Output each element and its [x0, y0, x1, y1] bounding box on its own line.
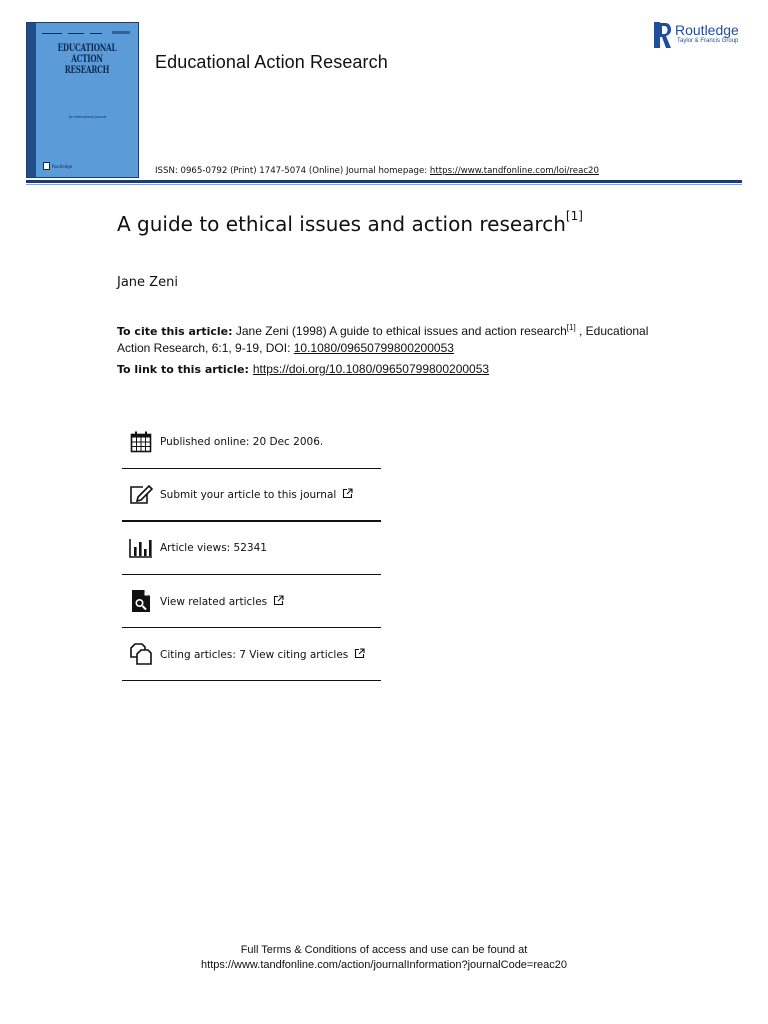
cover-r-logo-icon — [43, 162, 50, 170]
related-articles-link[interactable]: View related articles — [160, 595, 284, 608]
published-online-row — [122, 416, 381, 469]
article-doi-url[interactable]: https://doi.org/10.1080/09650799800200053 — [252, 362, 490, 376]
cover-subtitle: An International Journal — [68, 115, 107, 119]
external-link-icon — [354, 648, 365, 659]
edit-icon — [126, 483, 156, 507]
article-views-text: Article views: 52341 — [160, 542, 267, 554]
bar-chart-icon — [126, 536, 156, 560]
footer-terms-url[interactable]: https://www.tandfonline.com/action/journalInformation?journalCode=reac20 — [201, 959, 567, 971]
external-link-icon — [273, 595, 284, 606]
header-rule — [26, 180, 742, 183]
link-lead: To link to this article: — [117, 363, 249, 376]
citation-doi-link[interactable]: 10.1080/09650799800200053 — [293, 341, 454, 355]
citation-lead: To cite this article: — [117, 325, 233, 338]
cover-side-band — [27, 23, 36, 177]
submit-article-link[interactable]: Submit your article to this journal — [160, 488, 353, 501]
routledge-logo[interactable] — [654, 22, 739, 50]
routledge-r-icon — [654, 22, 672, 50]
calendar-icon — [126, 430, 156, 454]
submit-article-row[interactable] — [122, 469, 381, 522]
author-name: Jane Zeni — [117, 275, 178, 290]
article-info-list — [122, 416, 381, 681]
external-link-icon — [342, 488, 353, 499]
cover-title: EDUCATIONAL ACTION RESEARCH — [57, 43, 117, 76]
citing-articles-row[interactable] — [122, 628, 381, 681]
title-footnote-marker: [1] — [565, 209, 583, 224]
cover-volume-line — [42, 31, 132, 37]
article-views-row — [122, 522, 381, 575]
journal-cover-image — [26, 22, 139, 178]
journal-homepage-link[interactable]: https://www.tandfonline.com/loi/reac20 — [429, 166, 599, 176]
related-articles-row[interactable] — [122, 575, 381, 628]
issn-line — [155, 166, 599, 176]
article-link-line — [117, 362, 489, 376]
cover-publisher-logo: Routledge — [43, 162, 72, 170]
citing-articles-link[interactable]: Citing articles: 7 View citing articles — [160, 648, 365, 661]
published-online-text: Published online: 20 Dec 2006. — [160, 436, 324, 448]
citation-block: To cite this article: Jane Zeni (1998) A guide to ethical issues and action research[1] , Educational Action Research, 6:1, 9-19, DOI: 10.1080/09650799800200053 — [117, 323, 649, 355]
footer-line-1: Full Terms & Conditions of access and use can be found at — [240, 944, 528, 956]
terms-footer — [0, 943, 768, 973]
header-rule-thin — [26, 184, 742, 185]
document-search-icon — [126, 589, 156, 613]
issn-text: ISSN: 0965-0792 (Print) 1747-5074 (Online) Journal homepage: — [155, 166, 430, 176]
publisher-name: Routledge — [675, 22, 739, 38]
article-title: A guide to ethical issues and action research[1] — [117, 209, 583, 236]
documents-copy-icon — [126, 642, 156, 666]
publisher-tagline: Taylor & Francis Group — [677, 38, 739, 44]
journal-name: Educational Action Research — [155, 52, 388, 72]
